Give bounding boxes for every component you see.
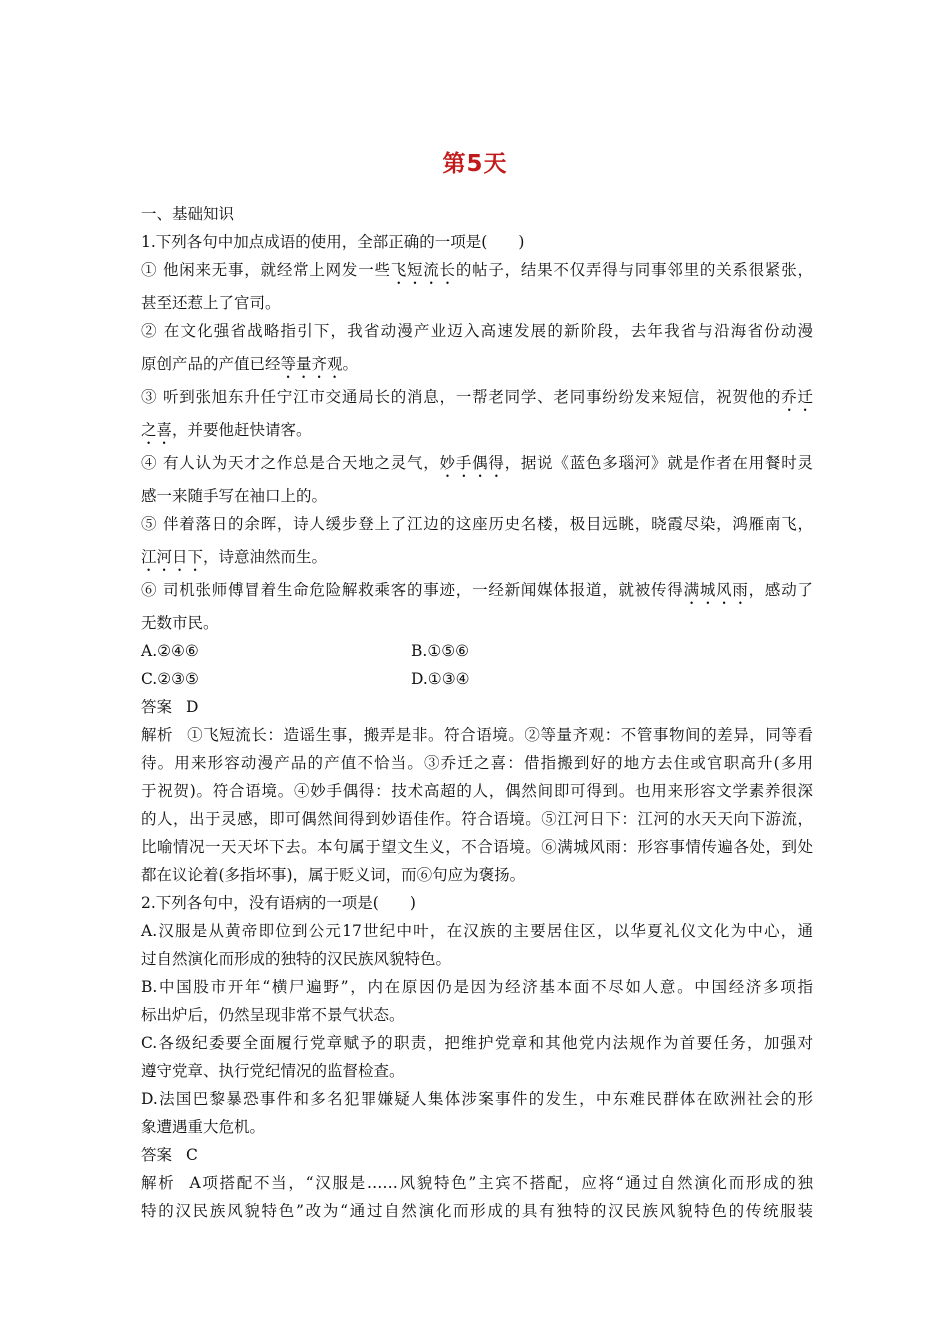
dotted-idiom: 妙手偶得	[439, 454, 505, 472]
analysis-line: 解析 A项搭配不当，“汉服是……风貌特色”主宾不搭配，应将“通过自然演化而形成的独	[141, 1174, 813, 1192]
sentence-4-line: 感一来随手写在袖口上的。	[141, 487, 328, 505]
q2-option-d: D.法国巴黎暴恐事件和多名犯罪嫌疑人集体涉案事件的发生，中东难民群体在欧洲社会的形	[141, 1090, 813, 1108]
sentence-1-line: 甚至还惹上了官司。	[141, 294, 281, 312]
answer-line	[141, 697, 813, 718]
dotted-idiom: 等量齐观	[280, 355, 343, 373]
q2-option-b: B.中国股市开年“横尸遍野”，内在原因仍是因为经济基本面不尽如人意。中国经济多项指	[141, 978, 813, 996]
q2-option-d: 象遭遇重大危机。	[141, 1118, 266, 1136]
q2-option-c: 遵守党章、执行党纪情况的监督检查。	[141, 1062, 405, 1080]
sentence-4-line: ④ 有人认为天才之作总是合天地之灵气，妙手偶得，据说《蓝色多瑙河》就是作者在用餐时灵	[141, 454, 813, 472]
sentence-6-line: 无数市民。	[141, 614, 219, 632]
analysis-line: 特的汉民族风貌特色”改为“通过自然演化而形成的具有独特的汉民族风貌特色的传统服装	[141, 1202, 813, 1220]
sentence-3-line: ③ 听到张旭东升任宁江市交通局长的消息，一帮老同学、老同事纷纷发来短信，祝贺他的乔迁	[141, 388, 813, 406]
option-d: D.①③④	[411, 670, 470, 688]
q2-option-a: A.汉服是从黄帝即位到公元17世纪中叶，在汉族的主要居住区，以华夏礼仪文化为中心，通	[141, 922, 813, 940]
answer-label: 答案	[141, 698, 173, 716]
answer-value: C	[186, 1146, 198, 1164]
option-a: A.②④⑥	[141, 642, 199, 660]
option-row	[141, 641, 813, 662]
analysis-line: 比喻情况一天天坏下去。本句属于望文生义，不合语境。⑥满城风雨：形容事情传遍各处，到处	[141, 838, 813, 856]
option-b: B.①⑤⑥	[411, 642, 470, 660]
q2-option-c: C.各级纪委要全面履行党章赋予的职责，把维护党章和其他党内法规作为首要任务，加强对	[141, 1034, 813, 1052]
analysis-line: 于祝贺)。符合语境。④妙手偶得：技术高超的人，偶然间即可得到。也用来形容文学素养很深	[141, 782, 813, 800]
answer-line	[141, 1145, 813, 1166]
sentence-5-line: 江河日下，诗意油然而生。	[141, 548, 328, 566]
option-row	[141, 669, 813, 690]
sentence-5-line: ⑤ 伴着落日的余晖，诗人缓步登上了江边的这座历史名楼，极目远眺，晓霞尽染，鸿雁南飞，	[141, 515, 813, 533]
dotted-idiom: 飞短流长	[390, 261, 456, 279]
q2-option-b: 标出炉后，仍然呈现非常不景气状态。	[141, 1006, 405, 1024]
sentence-6-line: ⑥ 司机张师傅冒着生命危险解救乘客的事迹，一经新闻媒体报道，就被传得满城风雨，感动了	[141, 581, 813, 599]
sentence-1-line: ① 他闲来无事，就经常上网发一些飞短流长的帖子，结果不仅弄得与同事邻里的关系很紧张，	[141, 261, 813, 279]
analysis-label: 解析	[141, 1174, 176, 1192]
question-2-stem: 2.下列各句中，没有语病的一项是( )	[141, 894, 416, 912]
sentence-2-line: ② 在文化强省战略指引下，我省动漫产业迈入高速发展的新阶段，去年我省与沿海省份动漫	[141, 322, 813, 340]
analysis-line: 都在议论着(多指坏事)，属于贬义词，而⑥句应为褒扬。	[141, 866, 526, 884]
answer-value: D	[186, 698, 199, 716]
answer-label: 答案	[141, 1146, 173, 1164]
analysis-line: 解析 ①飞短流长：造谣生事，搬弄是非。符合语境。②等量齐观：不管事物间的差异，同等看	[141, 726, 813, 744]
analysis-label: 解析	[141, 726, 174, 744]
question-1-stem: 1.下列各句中加点成语的使用，全部正确的一项是( )	[141, 233, 525, 251]
q2-option-a: 过自然演化而形成的独特的汉民族风貌特色。	[141, 950, 452, 968]
dotted-idiom: 满城风雨	[683, 581, 749, 599]
sentence-2-line: 原创产品的产值已经等量齐观。	[141, 355, 359, 373]
analysis-line: 待。用来形容动漫产品的产值不恰当。③乔迁之喜：借指搬到好的地方去住或官职高升(多用	[141, 754, 813, 772]
dotted-idiom: 之喜	[141, 421, 173, 439]
analysis-line: 的人，出于灵感，即可偶然间得到妙语佳作。符合语境。⑤江河日下：江河的水天天向下游流，	[141, 810, 813, 828]
section-heading: 一、基础知识	[141, 205, 235, 223]
dotted-idiom: 乔迁	[781, 388, 813, 406]
dotted-idiom: 江河日下	[141, 548, 204, 566]
option-c: C.②③⑤	[141, 670, 199, 688]
sentence-3-line: 之喜，并要他赶快请客。	[141, 421, 312, 439]
page-title: 第5天	[442, 151, 508, 177]
document-body	[141, 204, 813, 1222]
